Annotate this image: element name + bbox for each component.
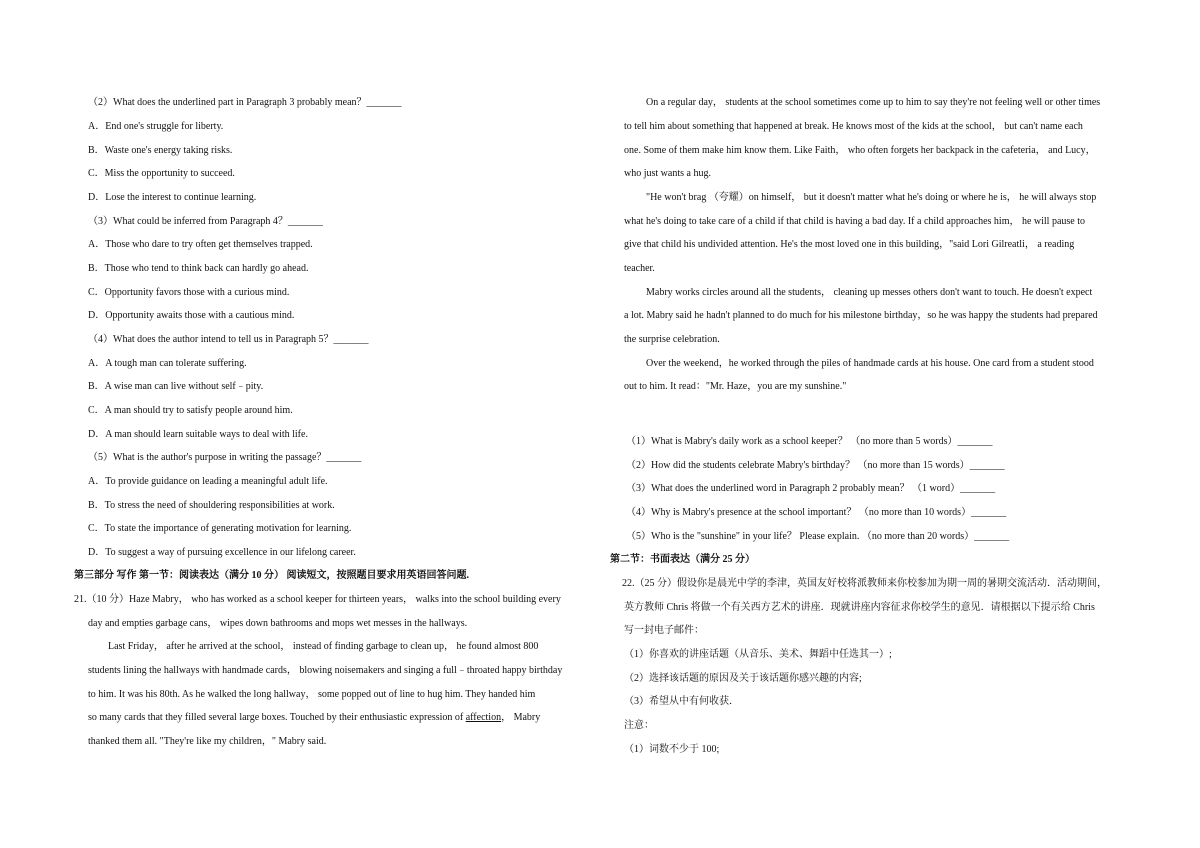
- q4-option-d: D．A man should learn suitable ways to deal with life.: [88, 429, 308, 440]
- section3-heading: 第三部分 写作 第一节：阅读表达（满分 10 分） 阅读短文，按照题目要求用英语回答问题.: [74, 570, 469, 581]
- q4-option-b: B．A wise man can live without self﹣pity.: [88, 381, 264, 392]
- q22-line-6: （3）希望从中有何收获．: [624, 696, 739, 707]
- q3-option-b: B．Those who tend to think back can hardly go ahead.: [88, 263, 309, 274]
- q2-option-a: A．End one's struggle for liberty.: [88, 121, 224, 132]
- q4-option-c: C．A man should try to satisfy people around him.: [88, 405, 293, 416]
- passage-line-9: Mabry works circles around all the students， cleaning up messes others don't want to touch. He doesn't expect: [646, 287, 1093, 298]
- q21-question-5: （5）Who is the "sunshine" in your life？ Please explain. （no more than 20 words）_______: [626, 531, 1010, 542]
- q21-question-1: （1）What is Mabry's daily work as a school keeper？ （no more than 5 words）_______: [626, 436, 993, 447]
- q21-line-6-text: so many cards that they filled several large boxes. Touched by their enthusiastic expression of: [88, 712, 466, 723]
- q21-question-3: （3）What does the underlined word in Paragraph 2 probably mean？ （1 word）_______: [626, 483, 996, 494]
- passage-line-1: On a regular day， students at the school sometimes come up to him to say they're not feeling well or other times: [646, 97, 1101, 108]
- passage-line-4: who just wants a hug.: [624, 168, 711, 179]
- section2-heading: 第二节：书面表达（满分 25 分）: [610, 554, 755, 565]
- q4-stem: （4）What does the author intend to tell us in Paragraph 5？_______: [88, 334, 369, 345]
- q5-option-d: D．To suggest a way of pursuing excellence in our lifelong career.: [88, 547, 356, 558]
- q21-question-2: （2）How did the students celebrate Mabry's birthday？ （no more than 15 words）_______: [626, 460, 1005, 471]
- q22-line-4: （1）你喜欢的讲座话题（从音乐、美术、舞蹈中任选其一）;: [624, 649, 892, 660]
- passage-line-10: a lot. Mabry said he hadn't planned to do much for his milestone birthday，so he was happy the students had prepared: [624, 310, 1098, 321]
- q22-line-8: （1）词数不少于 100;: [624, 744, 720, 755]
- q21-line-6: [88, 711, 540, 725]
- q21-line-4: students lining the hallways with handmade cards， blowing noisemakers and singing a full﹣throated happy birthday: [88, 665, 563, 676]
- passage-line-12: Over the weekend，he worked through the piles of handmade cards at his house. One card from a student stood: [646, 358, 1094, 369]
- passage-line-2: to tell him about something that happened at break. He knows most of the kids at the school， but can't name each: [624, 121, 1083, 132]
- q2-option-c: C．Miss the opportunity to succeed.: [88, 168, 235, 179]
- passage-line-6: what he's doing to take care of a child if that child is having a bad day. If a child approaches him， he will pause to: [624, 216, 1086, 227]
- q2-option-d: D．Lose the interest to continue learning.: [88, 192, 257, 203]
- q3-option-a: A．Those who dare to try often get themselves trapped.: [88, 239, 313, 250]
- q5-option-a: A．To provide guidance on leading a meaningful adult life.: [88, 476, 328, 487]
- passage-line-8: teacher.: [624, 263, 655, 274]
- q2-option-b: B．Waste one's energy taking risks.: [88, 145, 233, 156]
- q22-line-1: 22.（25 分）假设你是晨光中学的李津，英国友好校将派教师来你校参加为期一周的暑期交流活动．活动期间，: [622, 578, 1107, 589]
- passage-line-7: give that child his undivided attention. He's the most loved one in this building，"said Lori Gilreatli， a reading: [624, 239, 1075, 250]
- q21-line-3: Last Friday， after he arrived at the school， instead of finding garbage to clean up， he found almost 800: [108, 641, 539, 652]
- q22-line-3: 写一封电子邮件：: [624, 625, 704, 636]
- passage-line-5: "He won't brag （夸耀）on himself， but it doesn't matter what he's doing or where he is， he will always stop: [646, 192, 1097, 203]
- q2-stem: （2）What does the underlined part in Paragraph 3 probably mean？_______: [88, 97, 402, 108]
- passage-line-13: out to him. It read："Mr. Haze，you are my sunshine.": [624, 381, 847, 392]
- q22-line-2: 英方教师 Chris 将做一个有关西方艺术的讲座．现就讲座内容征求你校学生的意见．请根据以下提示给 Chris: [624, 602, 1095, 613]
- q3-option-d: D．Opportunity awaits those with a cautious mind.: [88, 310, 295, 321]
- q22-line-7: 注意：: [624, 720, 654, 731]
- passage-line-11: the surprise celebration.: [624, 334, 720, 345]
- q4-option-a: A．A tough man can tolerate suffering.: [88, 358, 247, 369]
- q5-stem: （5）What is the author's purpose in writing the passage？_______: [88, 452, 362, 463]
- q5-option-c: C．To state the importance of generating motivation for learning.: [88, 523, 352, 534]
- q21-line-1: 21.（10 分）Haze Mabry， who has worked as a school keeper for thirteen years， walks into the school building every: [74, 594, 561, 605]
- underlined-word-affection: affection: [465, 712, 502, 723]
- q21-line-7: thanked them all. "They're like my children，" Mabry said.: [88, 736, 327, 747]
- q21-line-2: day and empties garbage cans， wipes down bathrooms and mops wet messes in the hallways.: [88, 618, 468, 629]
- passage-line-3: one. Some of them make him know them. Like Faith， who often forgets her backpack in the cafeteria， and Lucy，: [624, 145, 1096, 156]
- q21-line-6-tail: ， Mabry: [501, 712, 541, 723]
- q21-question-4: （4）Why is Mabry's presence at the school important？ （no more than 10 words）_______: [626, 507, 1007, 518]
- q3-stem: （3）What could be inferred from Paragraph 4？_______: [88, 216, 323, 227]
- q21-line-5: to him. It was his 80th. As he walked the long hallway， some popped out of line to hug him. They handed him: [88, 689, 536, 700]
- q5-option-b: B．To stress the need of shouldering responsibilities at work.: [88, 500, 335, 511]
- q3-option-c: C．Opportunity favors those with a curious mind.: [88, 287, 290, 298]
- q22-line-5: （2）选择该话题的原因及关于该话题你感兴趣的内容;: [624, 673, 862, 684]
